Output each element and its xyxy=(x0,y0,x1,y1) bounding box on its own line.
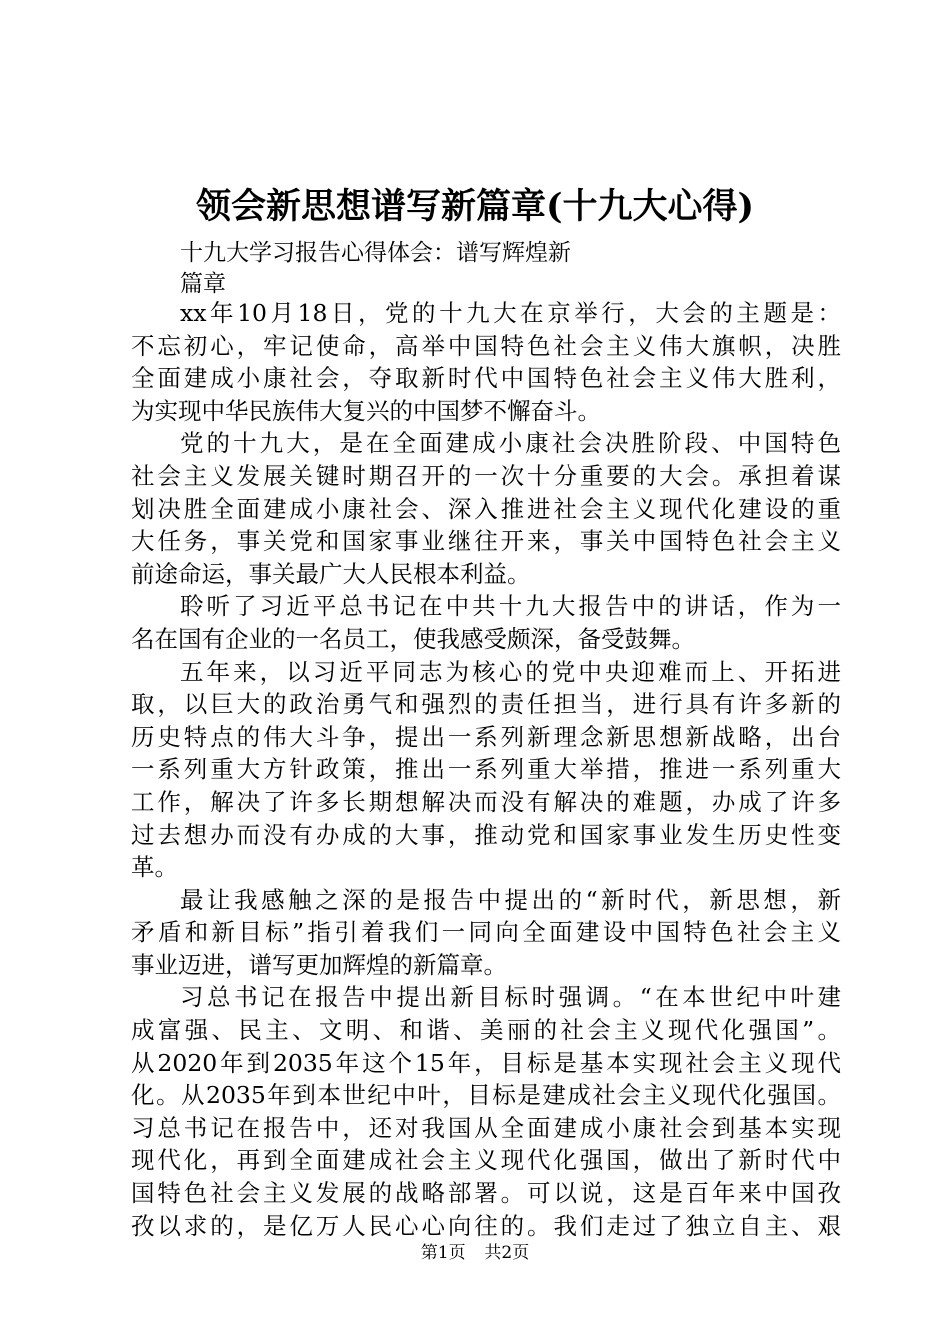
paragraph xyxy=(131,656,841,884)
document-title: 领会新思想谱写新篇章(十九大心得) xyxy=(195,186,755,227)
document-body xyxy=(131,297,841,1242)
paragraph-line: 从2020年到2035年这个15年，目标是基本实现社会主义现代 xyxy=(131,1048,841,1077)
paragraph xyxy=(131,297,841,427)
paragraph-line: 事业迈进，谱写更加辉煌的新篇章。 xyxy=(131,950,507,979)
paragraph-line: 习总书记在报告中，还对我国从全面建成小康社会到基本实现 xyxy=(131,1113,841,1142)
paragraph-line: 工作，解决了许多长期想解决而没有解决的难题，办成了许多 xyxy=(131,787,841,816)
paragraph-line: xx年10月18日，党的十九大在京举行，大会的主题是： xyxy=(180,299,841,327)
paragraph-line: 全面建成小康社会，夺取新时代中国特色社会主义伟大胜利， xyxy=(131,364,841,393)
paragraph-line: 前途命运，事关最广大人民根本利益。 xyxy=(131,559,531,588)
paragraph xyxy=(131,884,841,982)
paragraph-line: 过去想办而没有办成的大事，推动党和国家事业发生历史性变 xyxy=(131,820,841,849)
paragraph-line: 取，以巨大的政治勇气和强烈的责任担当，进行具有许多新的 xyxy=(131,690,841,719)
page-number: 第1页 xyxy=(420,1243,466,1263)
paragraph-line: 革。 xyxy=(131,853,178,882)
page-total: 共2页 xyxy=(484,1243,530,1263)
paragraph-line: 一系列重大方针政策，推出一系列重大举措，推进一系列重大 xyxy=(131,755,841,784)
paragraph-line: 孜以求的，是亿万人民心心向往的。我们走过了独立自主、艰 xyxy=(131,1211,841,1240)
paragraph-line: 化。从2035年到本世纪中叶，目标是建成社会主义现代化强国。 xyxy=(131,1081,841,1110)
paragraph-line: 为实现中华民族伟大复兴的中国梦不懈奋斗。 xyxy=(131,396,601,425)
paragraph-line: 成富强、民主、文明、和谐、美丽的社会主义现代化强国”。 xyxy=(131,1016,841,1045)
paragraph-line: 国特色社会主义发展的战略部署。可以说，这是百年来中国孜 xyxy=(131,1179,841,1208)
paragraph-line: 矛盾和新目标”指引着我们一同向全面建设中国特色社会主义 xyxy=(131,918,841,947)
paragraph-line: 划决胜全面建成小康社会、深入推进社会主义现代化建设的重 xyxy=(131,494,841,523)
paragraph-line: 习总书记在报告中提出新目标时强调。“在本世纪中叶建 xyxy=(180,983,841,1012)
paragraph-line: 社会主义发展关键时期召开的一次十分重要的大会。承担着谋 xyxy=(131,461,841,490)
paragraph-line: 大任务，事关党和国家事业继往开来，事关中国特色社会主义 xyxy=(131,527,841,556)
paragraph-line: 名在国有企业的一名员工，使我感受颇深，备受鼓舞。 xyxy=(131,624,695,653)
paragraph-line: 不忘初心，牢记使命，高举中国特色社会主义伟大旗帜，决胜 xyxy=(131,331,841,360)
paragraph-line: 历史特点的伟大斗争，提出一系列新理念新思想新战略，出台 xyxy=(131,722,841,751)
document-subtitle xyxy=(180,238,571,300)
paragraph-line: 五年来，以习近平同志为核心的党中央迎难而上、开拓进 xyxy=(180,657,841,686)
paragraph-line: 党的十九大，是在全面建成小康社会决胜阶段、中国特色 xyxy=(180,429,841,458)
paragraph-line: 现代化，再到全面建成社会主义现代化强国，做出了新时代中 xyxy=(131,1146,841,1175)
paragraph-line: 最让我感触之深的是报告中提出的“新时代，新思想，新 xyxy=(180,885,841,914)
paragraph-line: 聆听了习近平总书记在中共十九大报告中的讲话，作为一 xyxy=(180,592,841,621)
subtitle-line: 十九大学习报告心得体会：谱写辉煌新 xyxy=(180,240,571,266)
paragraph xyxy=(131,427,841,590)
subtitle-line: 篇章 xyxy=(180,271,226,297)
paragraph xyxy=(131,590,841,655)
page-footer xyxy=(0,1240,950,1266)
paragraph xyxy=(131,981,841,1242)
